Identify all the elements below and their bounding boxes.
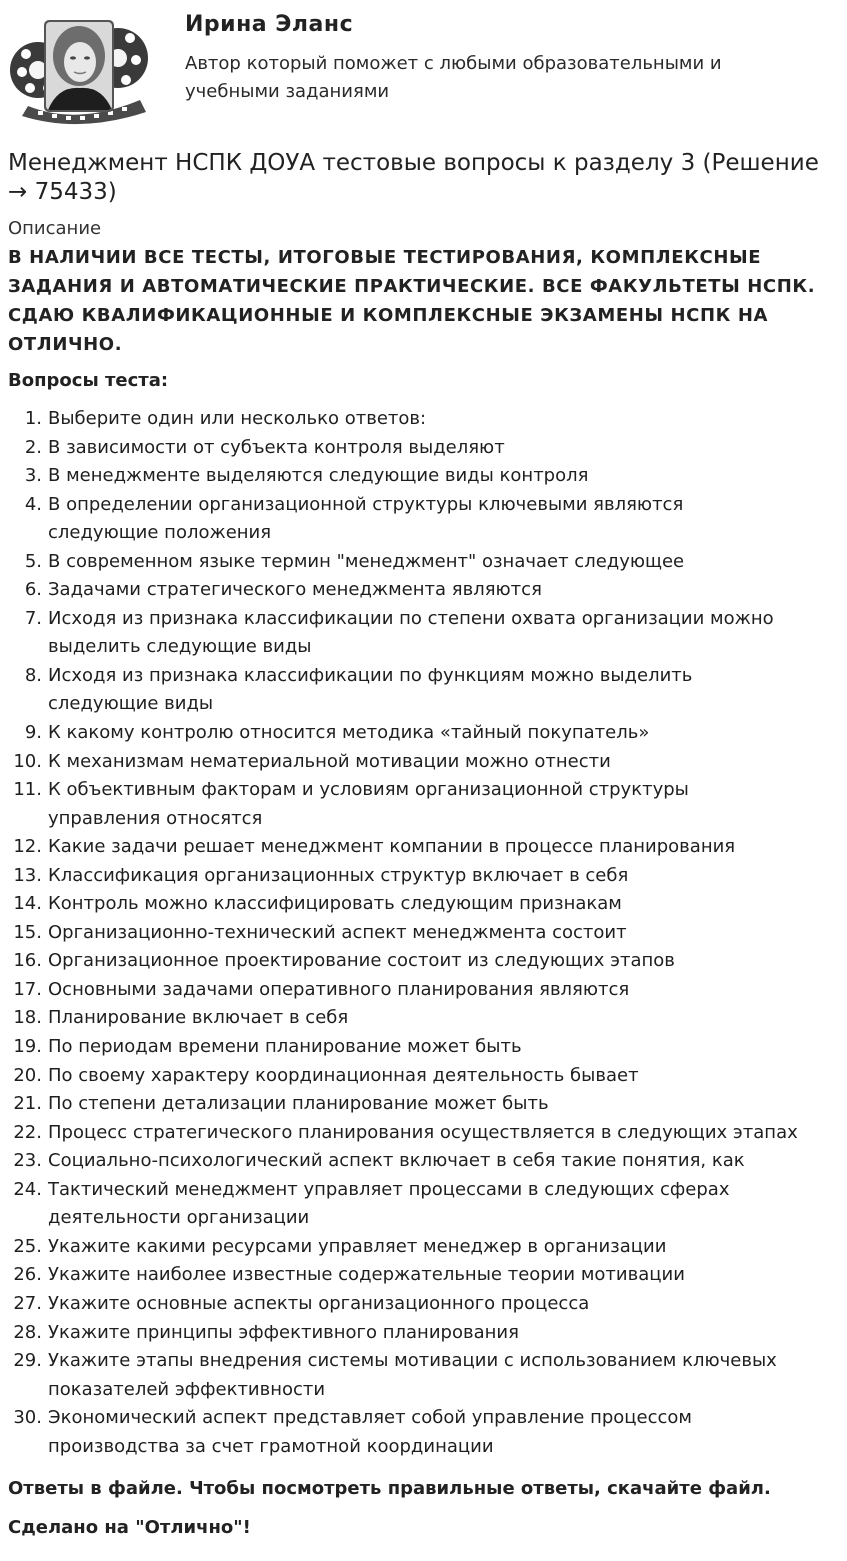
question-number: 9.: [24, 722, 42, 744]
question-text: Выберите один или несколько ответов:: [48, 408, 427, 429]
question-text: В зависимости от субъекта контроля выделяют: [48, 436, 505, 458]
author-header: [0, 0, 847, 135]
answers-note: Ответы в файле. Чтобы посмотреть правильные ответы, скачайте файл.: [8, 1478, 771, 1499]
question-number: 29.: [13, 1350, 42, 1372]
author-description: Автор который поможет с любыми образовательными и учебными заданиями: [185, 53, 722, 102]
description-label: Описание: [8, 218, 102, 239]
list-item: [0, 1290, 847, 1319]
list-item: [0, 1062, 847, 1091]
list-item: [0, 1033, 847, 1062]
question-number: 8.: [24, 664, 42, 686]
question-number: 21.: [13, 1093, 42, 1115]
question-number: 17.: [13, 978, 42, 1000]
question-number: 23.: [13, 1150, 42, 1172]
question-number: 28.: [13, 1321, 42, 1343]
list-item: [0, 662, 847, 719]
list-item: [0, 776, 847, 833]
question-text: Укажите принципы эффективного планирования: [48, 1321, 519, 1343]
question-number: 14.: [13, 893, 42, 915]
question-text: К какому контролю относится методика «тайный покупатель»: [48, 722, 650, 744]
list-item: [0, 976, 847, 1005]
questions-list: [0, 405, 847, 1461]
list-item: [0, 1404, 847, 1461]
question-text: По своему характеру координационная деятельность бывает: [48, 1064, 639, 1086]
question-number: 4.: [24, 493, 42, 515]
list-item: [0, 890, 847, 919]
question-text: К механизмам нематериальной мотивации можно отнести: [48, 750, 611, 772]
question-number: 26.: [13, 1264, 42, 1286]
list-item: [0, 862, 847, 891]
question-number: 6.: [24, 579, 42, 601]
list-item: [0, 748, 847, 777]
question-text: Исходя из признака классификации по степени охвата организации можно выделить следующие виды: [48, 607, 774, 658]
question-text: В менеджменте выделяются следующие виды контроля: [48, 465, 589, 487]
question-text: Организационное проектирование состоит из следующих этапов: [48, 950, 675, 972]
list-item: [0, 919, 847, 948]
list-item: [0, 1119, 847, 1148]
question-text: Тактический менеджмент управляет процессами в следующих сферах деятельности организации: [48, 1178, 730, 1229]
question-number: 5.: [24, 550, 42, 572]
question-number: 1.: [24, 408, 42, 429]
list-item: [0, 1147, 847, 1176]
question-text: Классификация организационных структур включает в себя: [48, 864, 629, 886]
promo-text: В НАЛИЧИИ ВСЕ ТЕСТЫ, ИТОГОВЫЕ ТЕСТИРОВАНИЯ, КОМПЛЕКСНЫЕ ЗАДАНИЯ И АВТОМАТИЧЕСКИЕ ПРАКТИЧЕСКИЕ. ВСЕ ФАКУЛЬТЕТЫ НСПК. СДАЮ КВАЛИФИКАЦИОННЫЕ И КОМПЛЕКСНЫЕ ЭКЗАМЕНЫ НСПК НА ОТЛИЧНО.: [8, 247, 816, 355]
list-item: [0, 719, 847, 748]
question-text: В определении организационной структуры ключевыми являются следующие положения: [48, 493, 684, 544]
question-text: Какие задачи решает менеджмент компании в процессе планирования: [48, 836, 736, 858]
question-text: По периодам времени планирование может быть: [48, 1036, 522, 1058]
question-number: 18.: [13, 1007, 42, 1029]
question-text: Экономический аспект представляет собой управление процессом производства за счет грамотной координации: [48, 1407, 692, 1457]
list-item: [0, 462, 847, 491]
questions-heading: Вопросы теста:: [8, 370, 169, 391]
list-item: [0, 1004, 847, 1033]
question-text: В современном языке термин "менеджмент" означает следующее: [48, 550, 685, 572]
question-text: Планирование включает в себя: [48, 1007, 349, 1029]
question-number: 16.: [13, 950, 42, 972]
list-item: [0, 605, 847, 662]
question-number: 3.: [24, 465, 42, 487]
author-avatar[interactable]: [8, 8, 150, 126]
question-text: Укажите основные аспекты организационного процесса: [48, 1292, 590, 1314]
question-text: Организационно-технический аспект менеджмента состоит: [48, 921, 627, 943]
question-text: Укажите какими ресурсами управляет менеджер в организации: [48, 1235, 667, 1257]
list-item: [0, 405, 847, 434]
film-reel-avatar-icon: [8, 8, 150, 126]
question-text: Процесс стратегического планирования осуществляется в следующих этапах: [48, 1121, 798, 1143]
list-item: [0, 576, 847, 605]
question-text: К объективным факторам и условиям организационной структуры управления относятся: [48, 779, 689, 829]
question-text: Основными задачами оперативного планирования являются: [48, 978, 630, 1000]
question-number: 24.: [13, 1178, 42, 1200]
question-text: Задачами стратегического менеджмента являются: [48, 579, 542, 601]
question-number: 13.: [13, 864, 42, 886]
question-number: 11.: [13, 779, 42, 801]
question-number: 10.: [13, 750, 42, 772]
question-number: 15.: [13, 921, 42, 943]
author-name[interactable]: Ирина Эланс: [185, 12, 354, 37]
question-number: 22.: [13, 1121, 42, 1143]
list-item: [0, 491, 847, 548]
list-item: [0, 1233, 847, 1262]
question-number: 7.: [24, 607, 42, 629]
question-number: 12.: [13, 836, 42, 858]
list-item: [0, 1176, 847, 1233]
list-item: [0, 548, 847, 577]
page-title: Менеджмент НСПК ДОУА тестовые вопросы к разделу 3 (Решение → 75433): [8, 150, 819, 205]
question-number: 19.: [13, 1036, 42, 1058]
question-text: Укажите этапы внедрения системы мотивации с использованием ключевых показателей эффективности: [48, 1350, 777, 1400]
list-item: [0, 833, 847, 862]
list-item: [0, 1319, 847, 1348]
list-item: [0, 1261, 847, 1290]
list-item: [0, 1347, 847, 1404]
question-text: Исходя из признака классификации по функциям можно выделить следующие виды: [48, 664, 693, 715]
question-text: Социально-психологический аспект включает в себя такие понятия, как: [48, 1150, 745, 1172]
question-number: 2.: [24, 436, 42, 458]
question-text: По степени детализации планирование может быть: [48, 1093, 549, 1115]
done-note: Сделано на "Отлично"!: [8, 1517, 251, 1538]
list-item: [0, 947, 847, 976]
question-number: 20.: [13, 1064, 42, 1086]
question-number: 25.: [13, 1235, 42, 1257]
question-text: Укажите наиболее известные содержательные теории мотивации: [48, 1264, 685, 1286]
question-number: 30.: [13, 1407, 42, 1429]
list-item: [0, 1090, 847, 1119]
question-number: 27.: [13, 1292, 42, 1314]
list-item: [0, 434, 847, 463]
question-text: Контроль можно классифицировать следующим признакам: [48, 893, 622, 915]
